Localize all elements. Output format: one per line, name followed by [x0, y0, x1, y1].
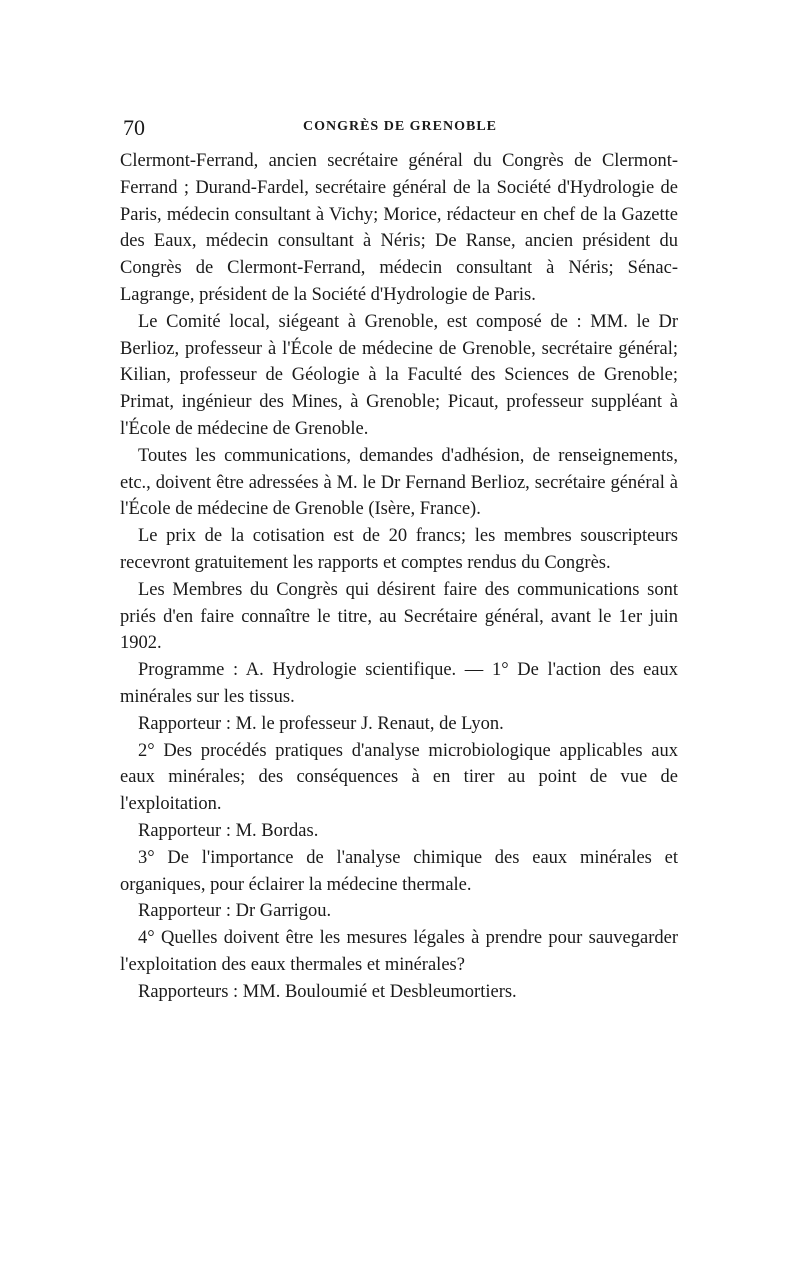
paragraph-programme: Programme : A. Hydrologie scientifique. — 1° De l'action des eaux minérales sur les tissus. — [120, 660, 678, 707]
paragraph-member-submissions: Les Membres du Congrès qui désirent faire des communications sont priés d'en faire connaître le titre, au Secrétaire général, avant le 1er juin 1902. — [120, 579, 678, 654]
page-header — [120, 115, 680, 141]
paragraph-rapporteurs-4: Rapporteurs : MM. Bouloumié et Desbleumortiers. — [138, 981, 517, 1002]
running-head: CONGRÈS DE GRENOBLE — [302, 119, 498, 134]
paragraph-membership-fee: Le prix de la cotisation est de 20 francs; les membres souscripteurs recevront gratuitement les rapports et comptes rendus du Congrès. — [120, 526, 678, 573]
paragraph-local-committee: Le Comité local, siégeant à Grenoble, est composé de : MM. le Dr Berlioz, professeur à l'École de médecine de Grenoble, secrétaire général; Kilian, professeur de Géologie à la Faculté des Sciences de Grenoble; Primat, ingénieur des Mines, à Grenoble; Picaut, professeur suppléant à l'École de médecine de Grenoble. — [120, 311, 678, 439]
paragraph-topic-3: 3° De l'importance de l'analyse chimique des eaux minérales et organiques, pour éclairer la médecine thermale. — [120, 847, 678, 895]
paragraph-rapporteur-1: Rapporteur : M. le professeur J. Renaut, de Lyon. — [138, 713, 504, 734]
paragraph-organizing-committee-cont: Clermont-Ferrand, ancien secrétaire général du Congrès de Clermont-Ferrand ; Durand-Fardel, secrétaire général de la Société d'Hydrologie de Paris, médecin consultant à Vichy; Morice, rédacteur en chef de la Gazette des Eaux, médecin consultant à Néris; De Ranse, ancien président du Congrès de Clermont-Ferrand, médecin consultant à Néris; Sénac-Lagrange, président de la Société d'Hydrologie de Paris. — [120, 151, 678, 305]
paragraph-topic-2: 2° Des procédés pratiques d'analyse microbiologique applicables aux eaux minérales; des conséquences à en tirer au point de vue de l'exploitation. — [120, 740, 678, 815]
body-text — [120, 148, 678, 1006]
paragraph-communications: Toutes les communications, demandes d'adhésion, de renseignements, etc., doivent être adressées à M. le Dr Fernand Berlioz, secrétaire général à l'École de médecine de Grenoble (Isère, France). — [120, 445, 678, 520]
paragraph-rapporteur-2: Rapporteur : M. Bordas. — [138, 820, 319, 841]
page-number: 70 — [123, 115, 145, 140]
paragraph-rapporteur-3: Rapporteur : Dr Garrigou. — [138, 901, 332, 922]
paragraph-topic-4: 4° Quelles doivent être les mesures légales à prendre pour sauvegarder l'exploitation des eaux thermales et minérales? — [120, 928, 678, 975]
